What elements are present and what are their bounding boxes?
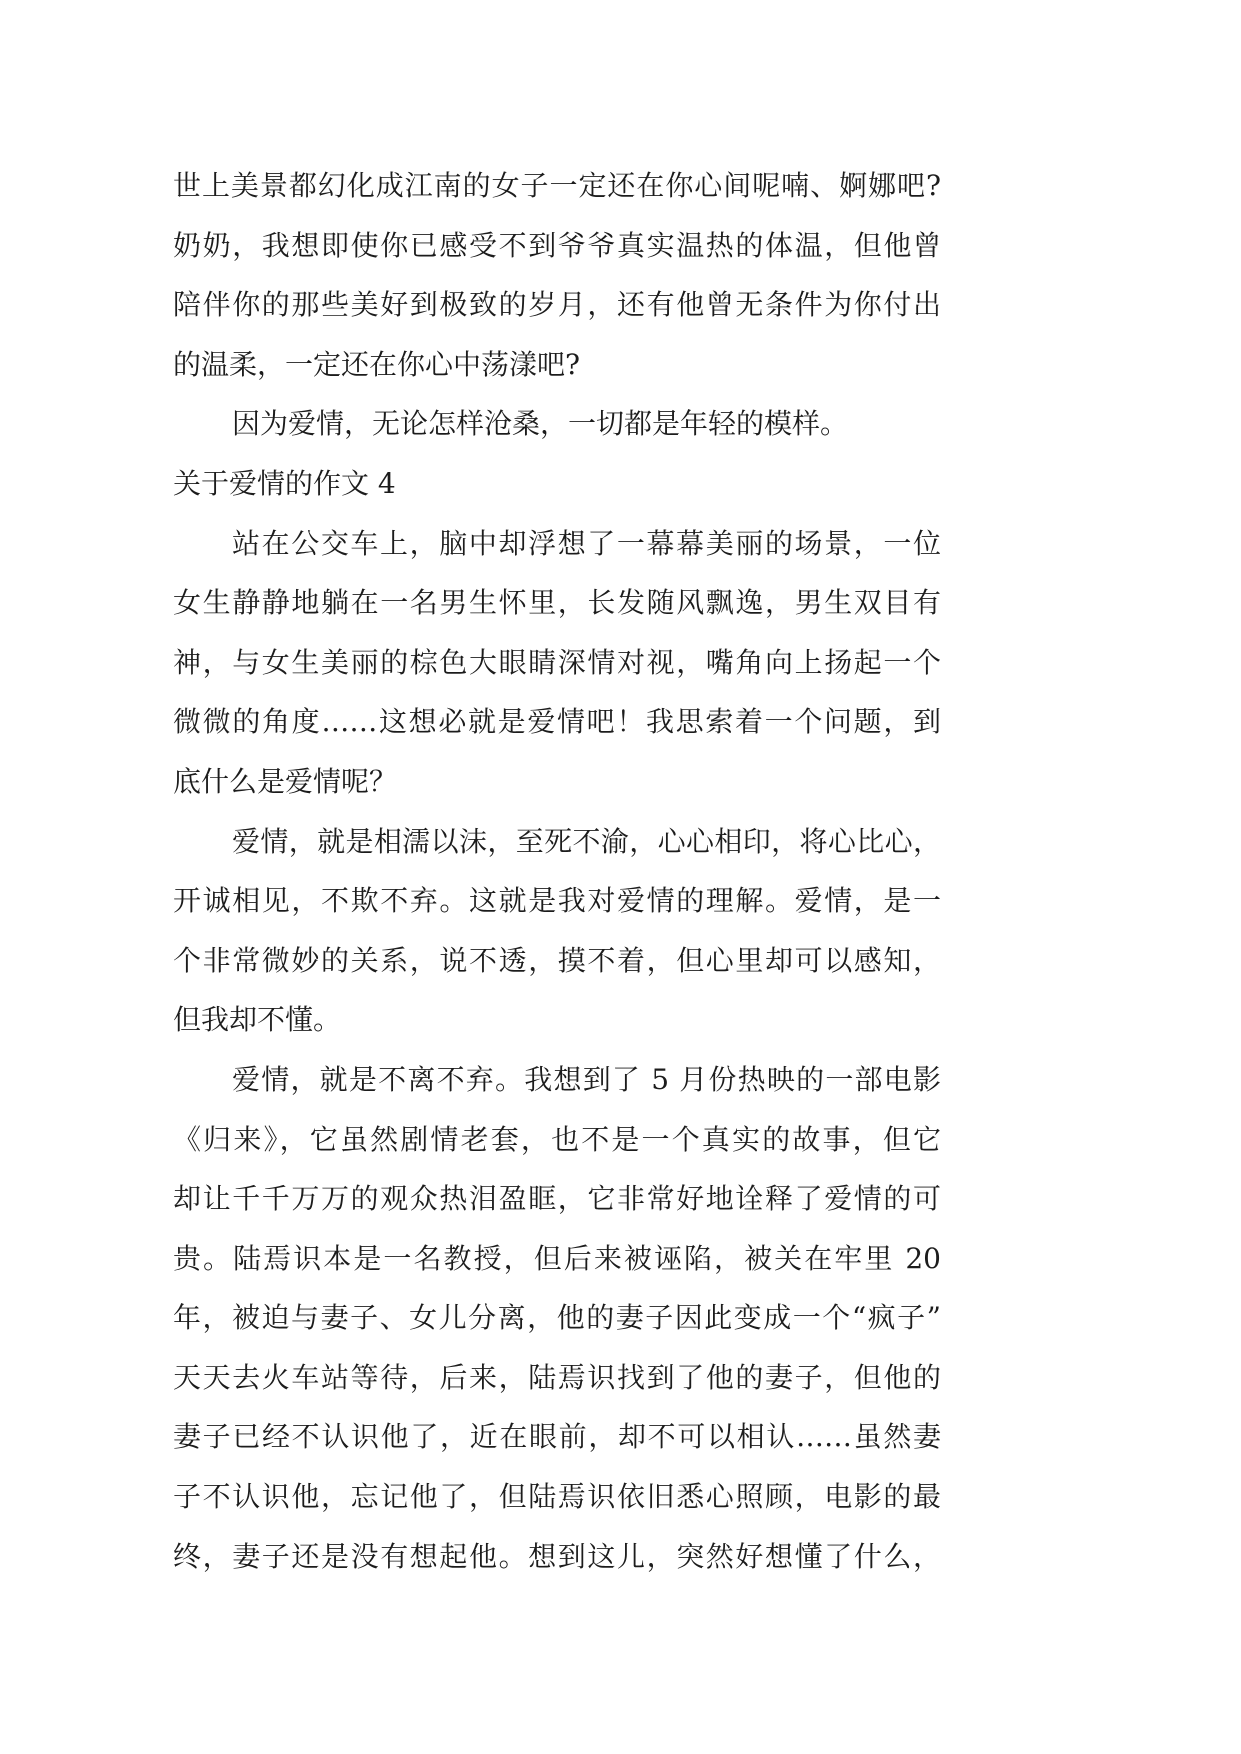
paragraph — [173, 394, 941, 454]
text-line: 爱情，就是相濡以沫，至死不渝，心心相印，将心比心， — [232, 824, 941, 858]
text-line: 《归来》，它虽然剧情老套，也不是一个真实的故事，但它 — [173, 1122, 941, 1156]
text-line: 贵。陆焉识本是一名教授，但后来被诬陷，被关在牢里 20 — [173, 1241, 941, 1275]
text-line: 但我却不懂。 — [173, 1003, 342, 1037]
text-line: 开诚相见，不欺不弃。这就是我对爱情的理解。爱情，是一 — [173, 884, 941, 918]
text-line: 奶奶，我想即使你已感受不到爷爷真实温热的体温，但他曾 — [173, 228, 941, 262]
text-line: 神，与女生美丽的棕色大眼睛深情对视，嘴角向上扬起一个 — [173, 645, 941, 679]
text-line: 底什么是爱情呢？ — [173, 764, 398, 798]
text-line: 陪伴你的那些美好到极致的岁月，还有他曾无条件为你付出 — [173, 288, 941, 322]
text-line: 因为爱情，无论怎样沧桑，一切都是年轻的模样。 — [232, 407, 849, 441]
text-line: 的温柔，一定还在你心中荡漾吧? — [173, 347, 581, 381]
text-line: 子不认识他，忘记他了，但陆焉识依旧悉心照顾，电影的最 — [173, 1480, 941, 1514]
text-line: 年，被迫与妻子、女儿分离，他的妻子因此变成一个“疯子” — [173, 1301, 941, 1335]
text-line: 世上美景都幻化成江南的女子一定还在你心间呢喃、婀娜吧? — [173, 169, 941, 202]
paragraph — [173, 514, 941, 812]
text-line: 个非常微妙的关系，说不透，摸不着，但心里却可以感知， — [173, 943, 941, 977]
text-line: 妻子已经不认识他了，近在眼前，却不可以相认……虽然妻 — [173, 1420, 941, 1454]
text-line: 却让千千万万的观众热泪盈眶，它非常好地诠释了爱情的可 — [173, 1182, 941, 1216]
text-line: 爱情，就是不离不弃。我想到了 5 月份热映的一部电影 — [232, 1062, 941, 1096]
text-line: 微微的角度……这想必就是爱情吧！我思索着一个问题，到 — [173, 705, 941, 739]
text-line: 站在公交车上，脑中却浮想了一幕幕美丽的场景，一位 — [232, 526, 941, 560]
essay-title: 关于爱情的作文 4 — [173, 466, 396, 500]
text-line: 女生静静地躺在一名男生怀里，长发随风飘逸，男生双目有 — [173, 586, 941, 620]
text-line: 终，妻子还是没有想起他。想到这儿，突然好想懂了什么， — [173, 1539, 941, 1573]
document-body — [173, 156, 941, 1586]
text-line: 天天去火车站等待，后来，陆焉识找到了他的妻子，但他的 — [173, 1360, 941, 1394]
paragraph — [173, 812, 941, 1050]
paragraph — [173, 1050, 941, 1586]
continued-paragraph — [173, 156, 941, 394]
